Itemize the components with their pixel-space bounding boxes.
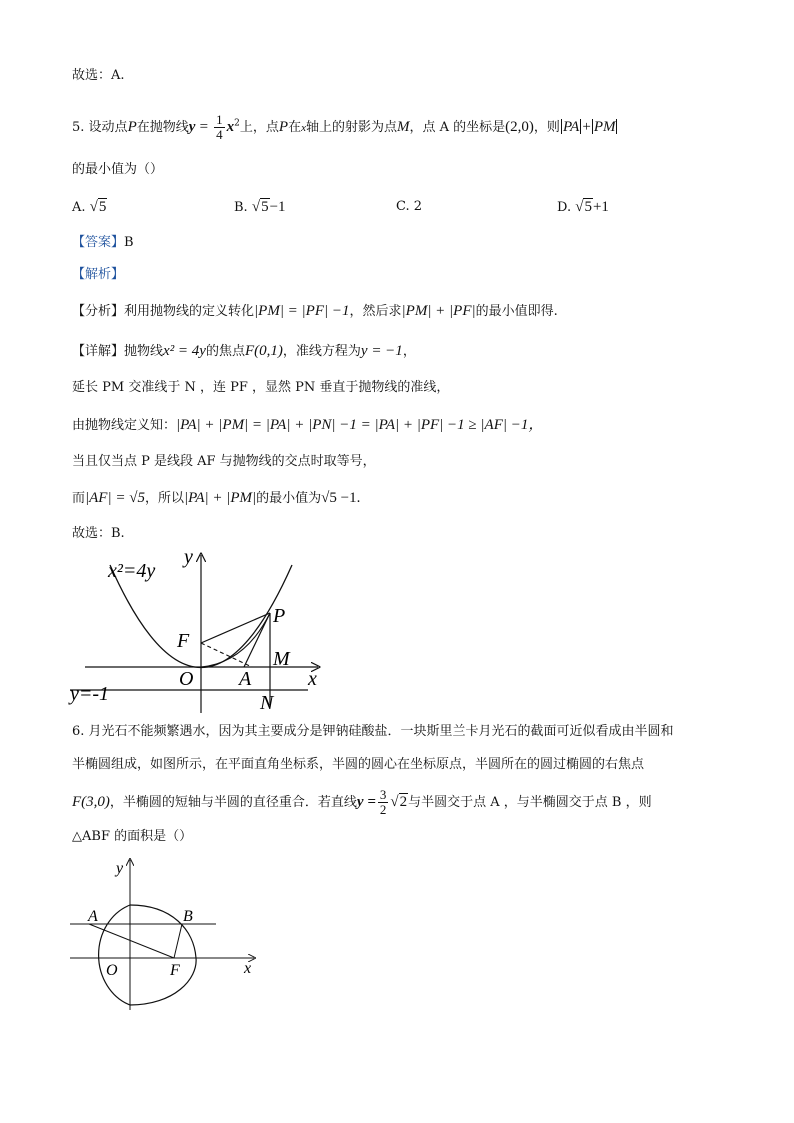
q5-stem-line2: 的最小值为（） [72,162,164,177]
q5-line-equality: 当且仅当点 P 是线段 AF 与抛物线的交点时取等号， [72,454,376,469]
parabola-equation-label: x²=4y [108,560,156,582]
directrix-label: y=-1 [70,683,110,705]
q5-option-a: A. √5 [72,199,107,215]
segment-bf [174,924,182,958]
fraction-three-halves: $\frac{3}{2}$ [379,787,387,817]
q5-xiangjie: 【详解】抛物线x² = 4y的焦点F(0,1)，准线方程为y = −1， [72,343,416,359]
segment-fa-dashed [201,643,252,667]
moonstone-outline [99,905,197,1005]
q6-stem-line4: △ABF 的面积是（） [72,829,193,844]
origin-label: O [179,668,194,690]
prev-answer-line: 故选：A. [72,68,125,83]
point-p-label: P [273,605,286,627]
y-axis-label-2: y [116,860,124,877]
q5-line-minimum: 而|AF| = √5，所以|PA| + |PM|的最小值为√5 −1. [72,490,361,506]
x-axis-label: x [308,668,317,690]
q5-line-extend: 延长 PM 交准线于 N ，连 PF ，显然 PN 垂直于抛物线的准线， [72,380,450,395]
segment-af [89,924,174,958]
point-a-label: A [239,668,252,690]
moonstone-figure [64,855,264,1015]
point-f-label: F [177,630,190,652]
q5-line-definition: 由抛物线定义知：|PA| + |PM| = |PA| + |PN| −1 = |PA| + |PF| −1 ≥ |AF| −1， [72,417,544,433]
q5-stem-line1: 5. 设动点P在抛物线y = $\frac{1}{4}$ $x^2$上，点P在x轴上的射影为点M，点 A 的坐标是(2,0)，则 PA + PM [72,112,616,142]
q6-stem-line1: 6. 月光石不能频繁遇水，因为其主要成分是钾钠硅酸盐．一块斯里兰卡月光石的截面可近似看成由半圆和 [72,724,674,739]
q5-number: 5. [72,120,85,135]
point-a-label-2: A [88,908,98,925]
q5-answer: 【答案】B [72,235,134,250]
parabola-figure [60,545,330,715]
q6-stem-line3: F(3,0)，半椭圆的短轴与半圆的直径重合．若直线y = $\frac{3}{2}$ √2与半圆交于点 A ，与半椭圆交于点 B ，则 [72,787,652,817]
q5-conclusion: 故选：B. [72,526,125,541]
point-m-label: M [273,648,290,670]
q5-option-c: C. 2 [396,199,423,214]
q5-option-b: B. √5−1 [234,199,286,215]
q5-fenxi: 【分析】利用抛物线的定义转化|PM| = |PF| −1，然后求|PM| + |PF|的最小值即得. [72,303,558,319]
q5-option-d: D. √5+1 [557,199,609,215]
x-axis-label-2: x [244,960,252,977]
y-axis-label: y [184,546,193,568]
point-n-label: N [260,692,274,714]
q5-analysis-label: 【解析】 [72,267,125,282]
point-b-label-2: B [183,908,193,925]
origin-label-2: O [106,962,118,979]
fraction-one-quarter: $\frac{1}{4}$ [216,112,223,142]
q6-stem-line2: 半椭圆组成，如图所示，在平面直角坐标系，半圆的圆心在坐标原点，半圆所在的圆过椭圆的右焦点 [72,757,645,772]
segment-fp [201,613,270,643]
point-f-label-2: F [170,962,180,979]
